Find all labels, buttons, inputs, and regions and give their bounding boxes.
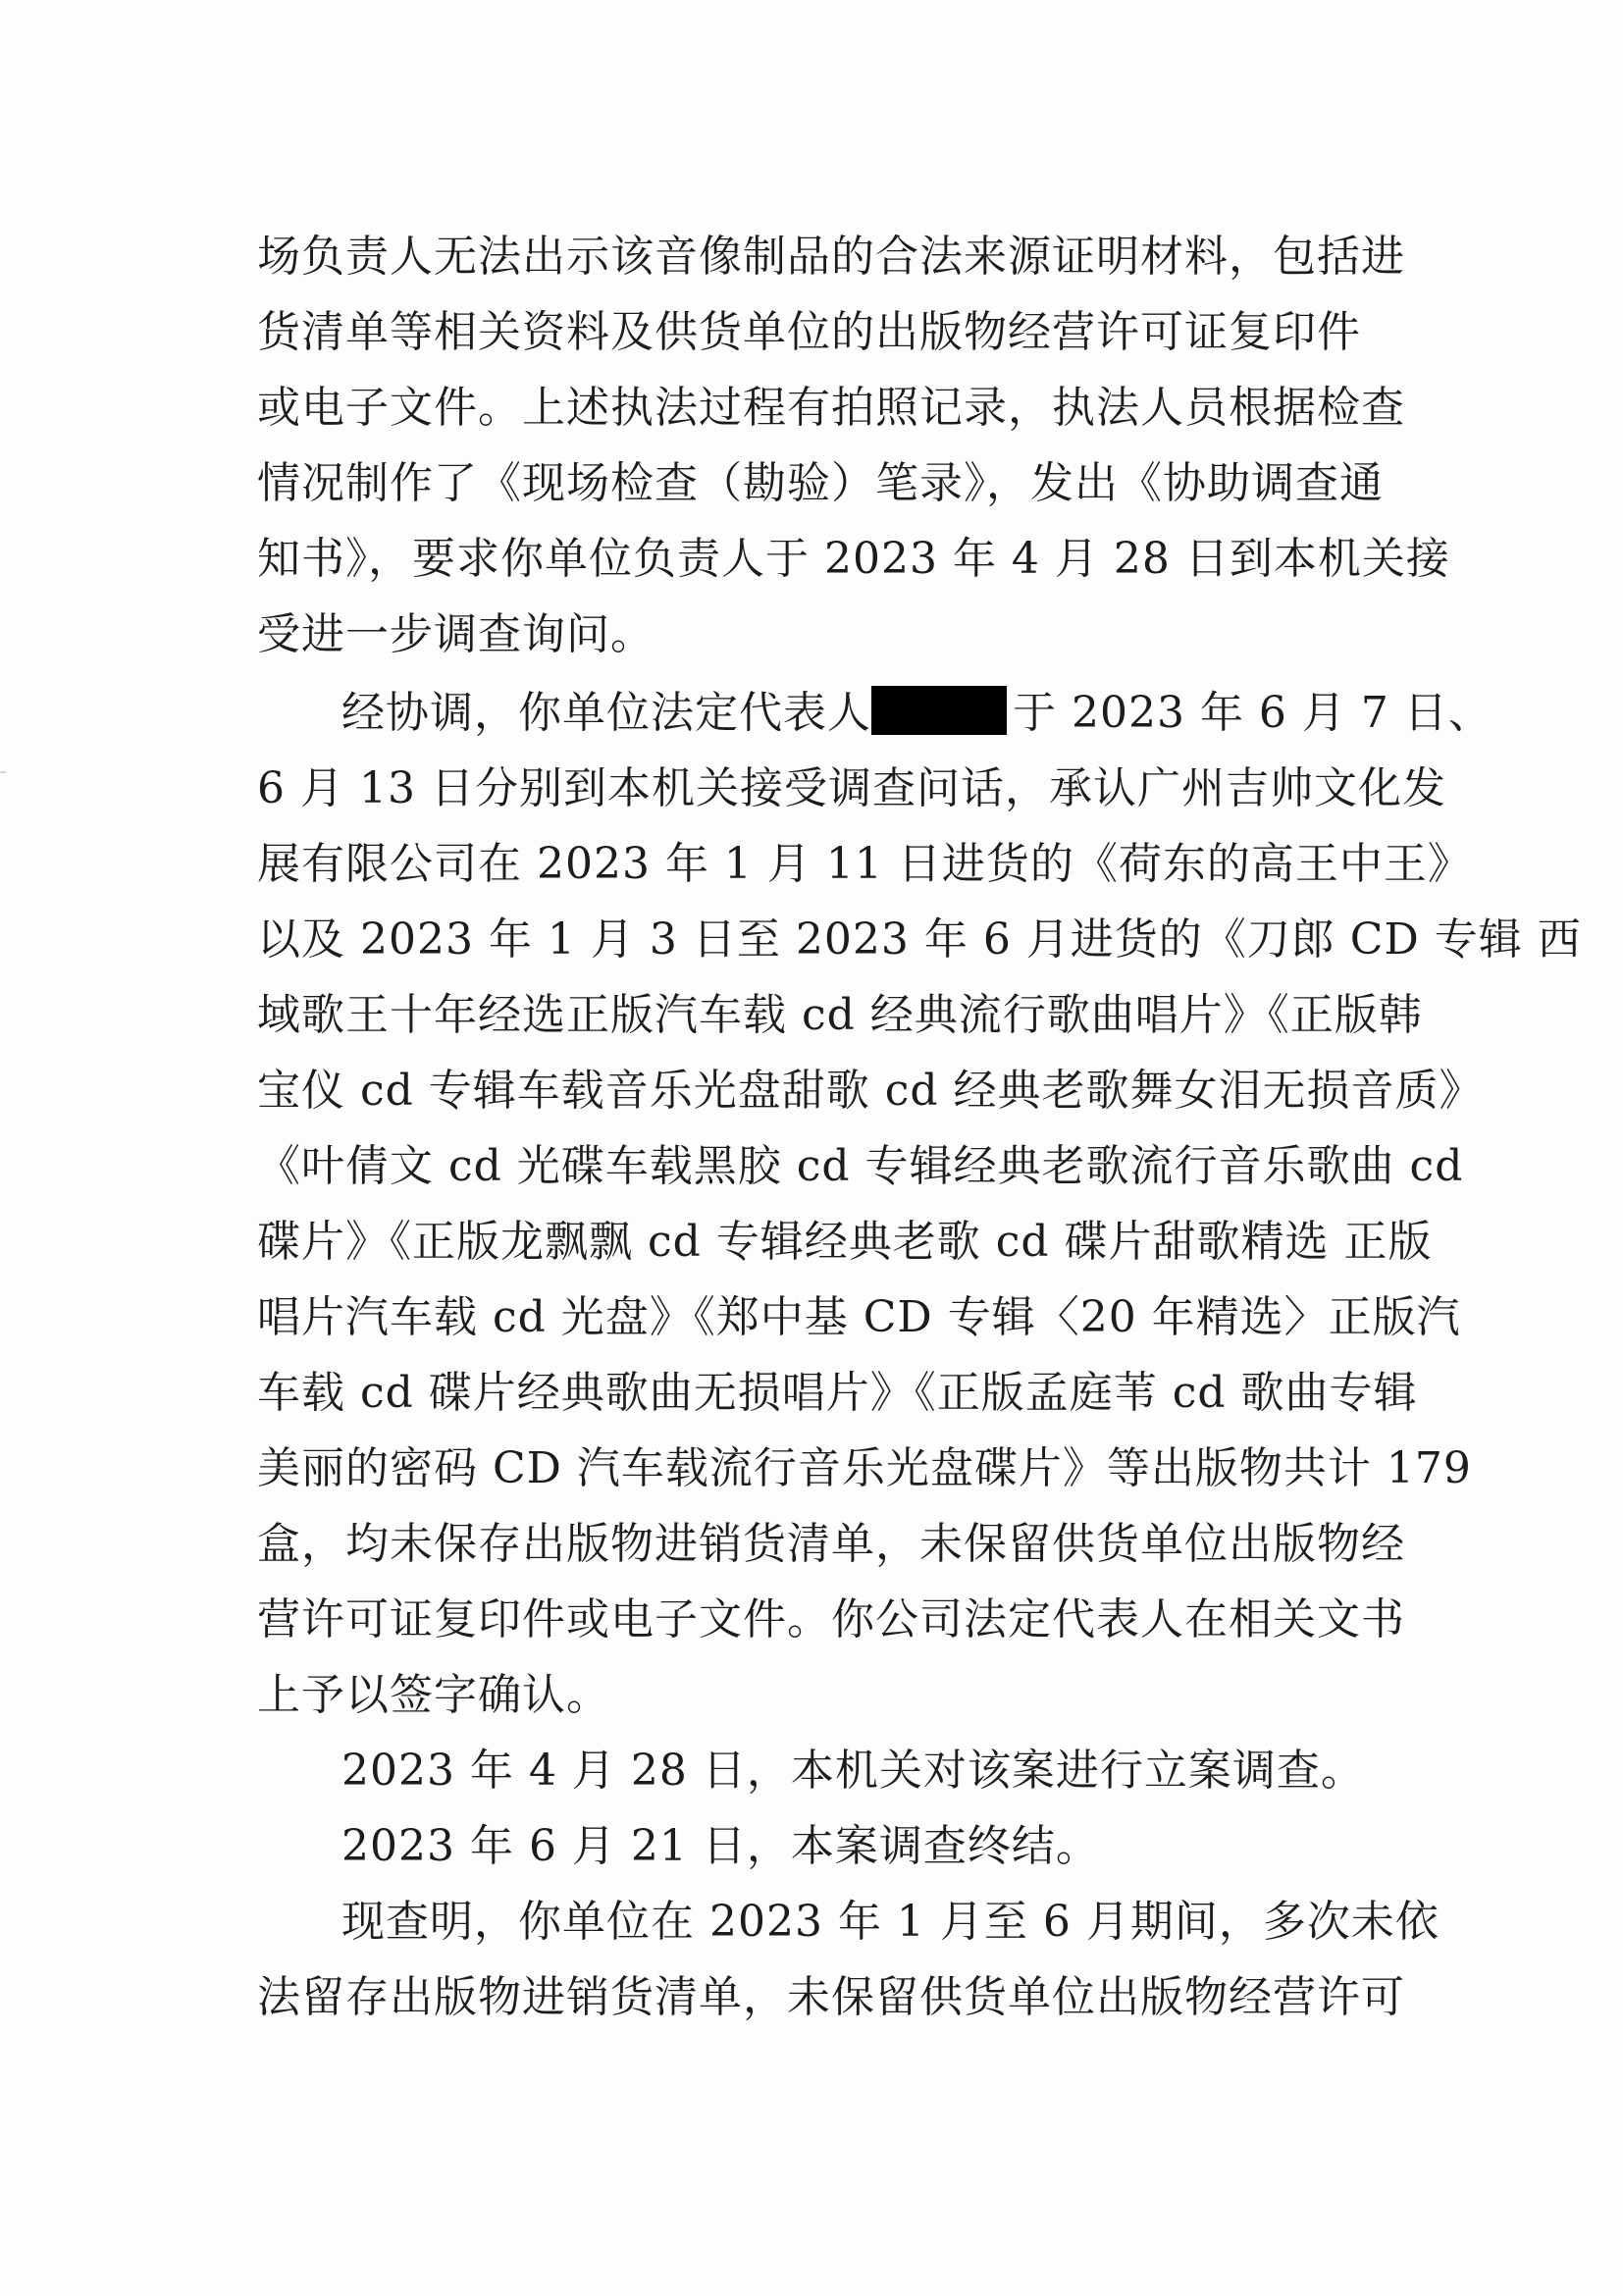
text-line: 或电子文件。上述执法过程有拍照记录，执法人员根据检查 (257, 383, 1405, 433)
text-line: 营许可证复印件或电子文件。你公司法定代表人在相关文书 (257, 1594, 1405, 1644)
text-line: 现查明，你单位在 2023 年 1 月至 6 月期间，多次未依 (341, 1897, 1440, 1947)
text-line: 展有限公司在 2023 年 1 月 11 日进货的《荷东的高王中王》 (257, 839, 1472, 889)
text-line: 碟片》《正版龙飘飘 cd 专辑经典老歌 cd 碟片甜歌精选 正版 (257, 1217, 1433, 1267)
redaction-block (871, 686, 1007, 735)
text-line-with-redaction (341, 684, 1492, 743)
text-line: 2023 年 6 月 21 日，本案调查终结。 (341, 1821, 1100, 1871)
text-line: 情况制作了《现场检查（勘验）笔录》，发出《协助调查通 (257, 458, 1384, 508)
text-line: 场负责人无法出示该音像制品的合法来源证明材料，包括进 (257, 232, 1405, 282)
text-line: 《叶倩文 cd 光碟车载黑胶 cd 专辑经典老歌流行音乐歌曲 cd (257, 1141, 1464, 1191)
text-segment: 经协调，你单位法定代表人 (341, 688, 871, 738)
text-line: 知书》，要求你单位负责人于 2023 年 4 月 28 日到本机关接 (257, 534, 1450, 584)
text-line: 受进一步调查询问。 (257, 609, 654, 659)
scan-edge-mark (0, 771, 6, 773)
text-line: 车载 cd 碟片经典歌曲无损唱片》《正版孟庭苇 cd 歌曲专辑 (257, 1368, 1418, 1418)
text-line: 法留存出版物进销货清单，未保留供货单位出版物经营许可 (257, 1972, 1405, 2022)
text-line: 货清单等相关资料及供货单位的出版物经营许可证复印件 (257, 307, 1361, 357)
text-line: 6 月 13 日分别到本机关接受调查问话，承认广州吉帅文化发 (257, 763, 1446, 813)
text-line: 唱片汽车载 cd 光盘》《郑中基 CD 专辑〈20 年精选〉正版汽 (257, 1292, 1461, 1342)
text-line: 上予以签字确认。 (257, 1670, 610, 1720)
text-line: 盒，均未保存出版物进销货清单，未保留供货单位出版物经 (257, 1519, 1405, 1569)
text-segment: 于 2023 年 6 月 7 日、 (1013, 688, 1492, 738)
text-line: 宝仪 cd 专辑车载音乐光盘甜歌 cd 经典老歌舞女泪无损音质》 (257, 1066, 1484, 1116)
text-line: 美丽的密码 CD 汽车载流行音乐光盘碟片》等出版物共计 179 (257, 1443, 1472, 1493)
text-line: 域歌王十年经选正版汽车载 cd 经典流行歌曲唱片》《正版韩 (257, 990, 1423, 1040)
text-line: 以及 2023 年 1 月 3 日至 2023 年 6 月进货的《刀郎 CD 专辑 西 (257, 914, 1582, 965)
text-line: 2023 年 4 月 28 日，本机关对该案进行立案调查。 (341, 1746, 1365, 1796)
